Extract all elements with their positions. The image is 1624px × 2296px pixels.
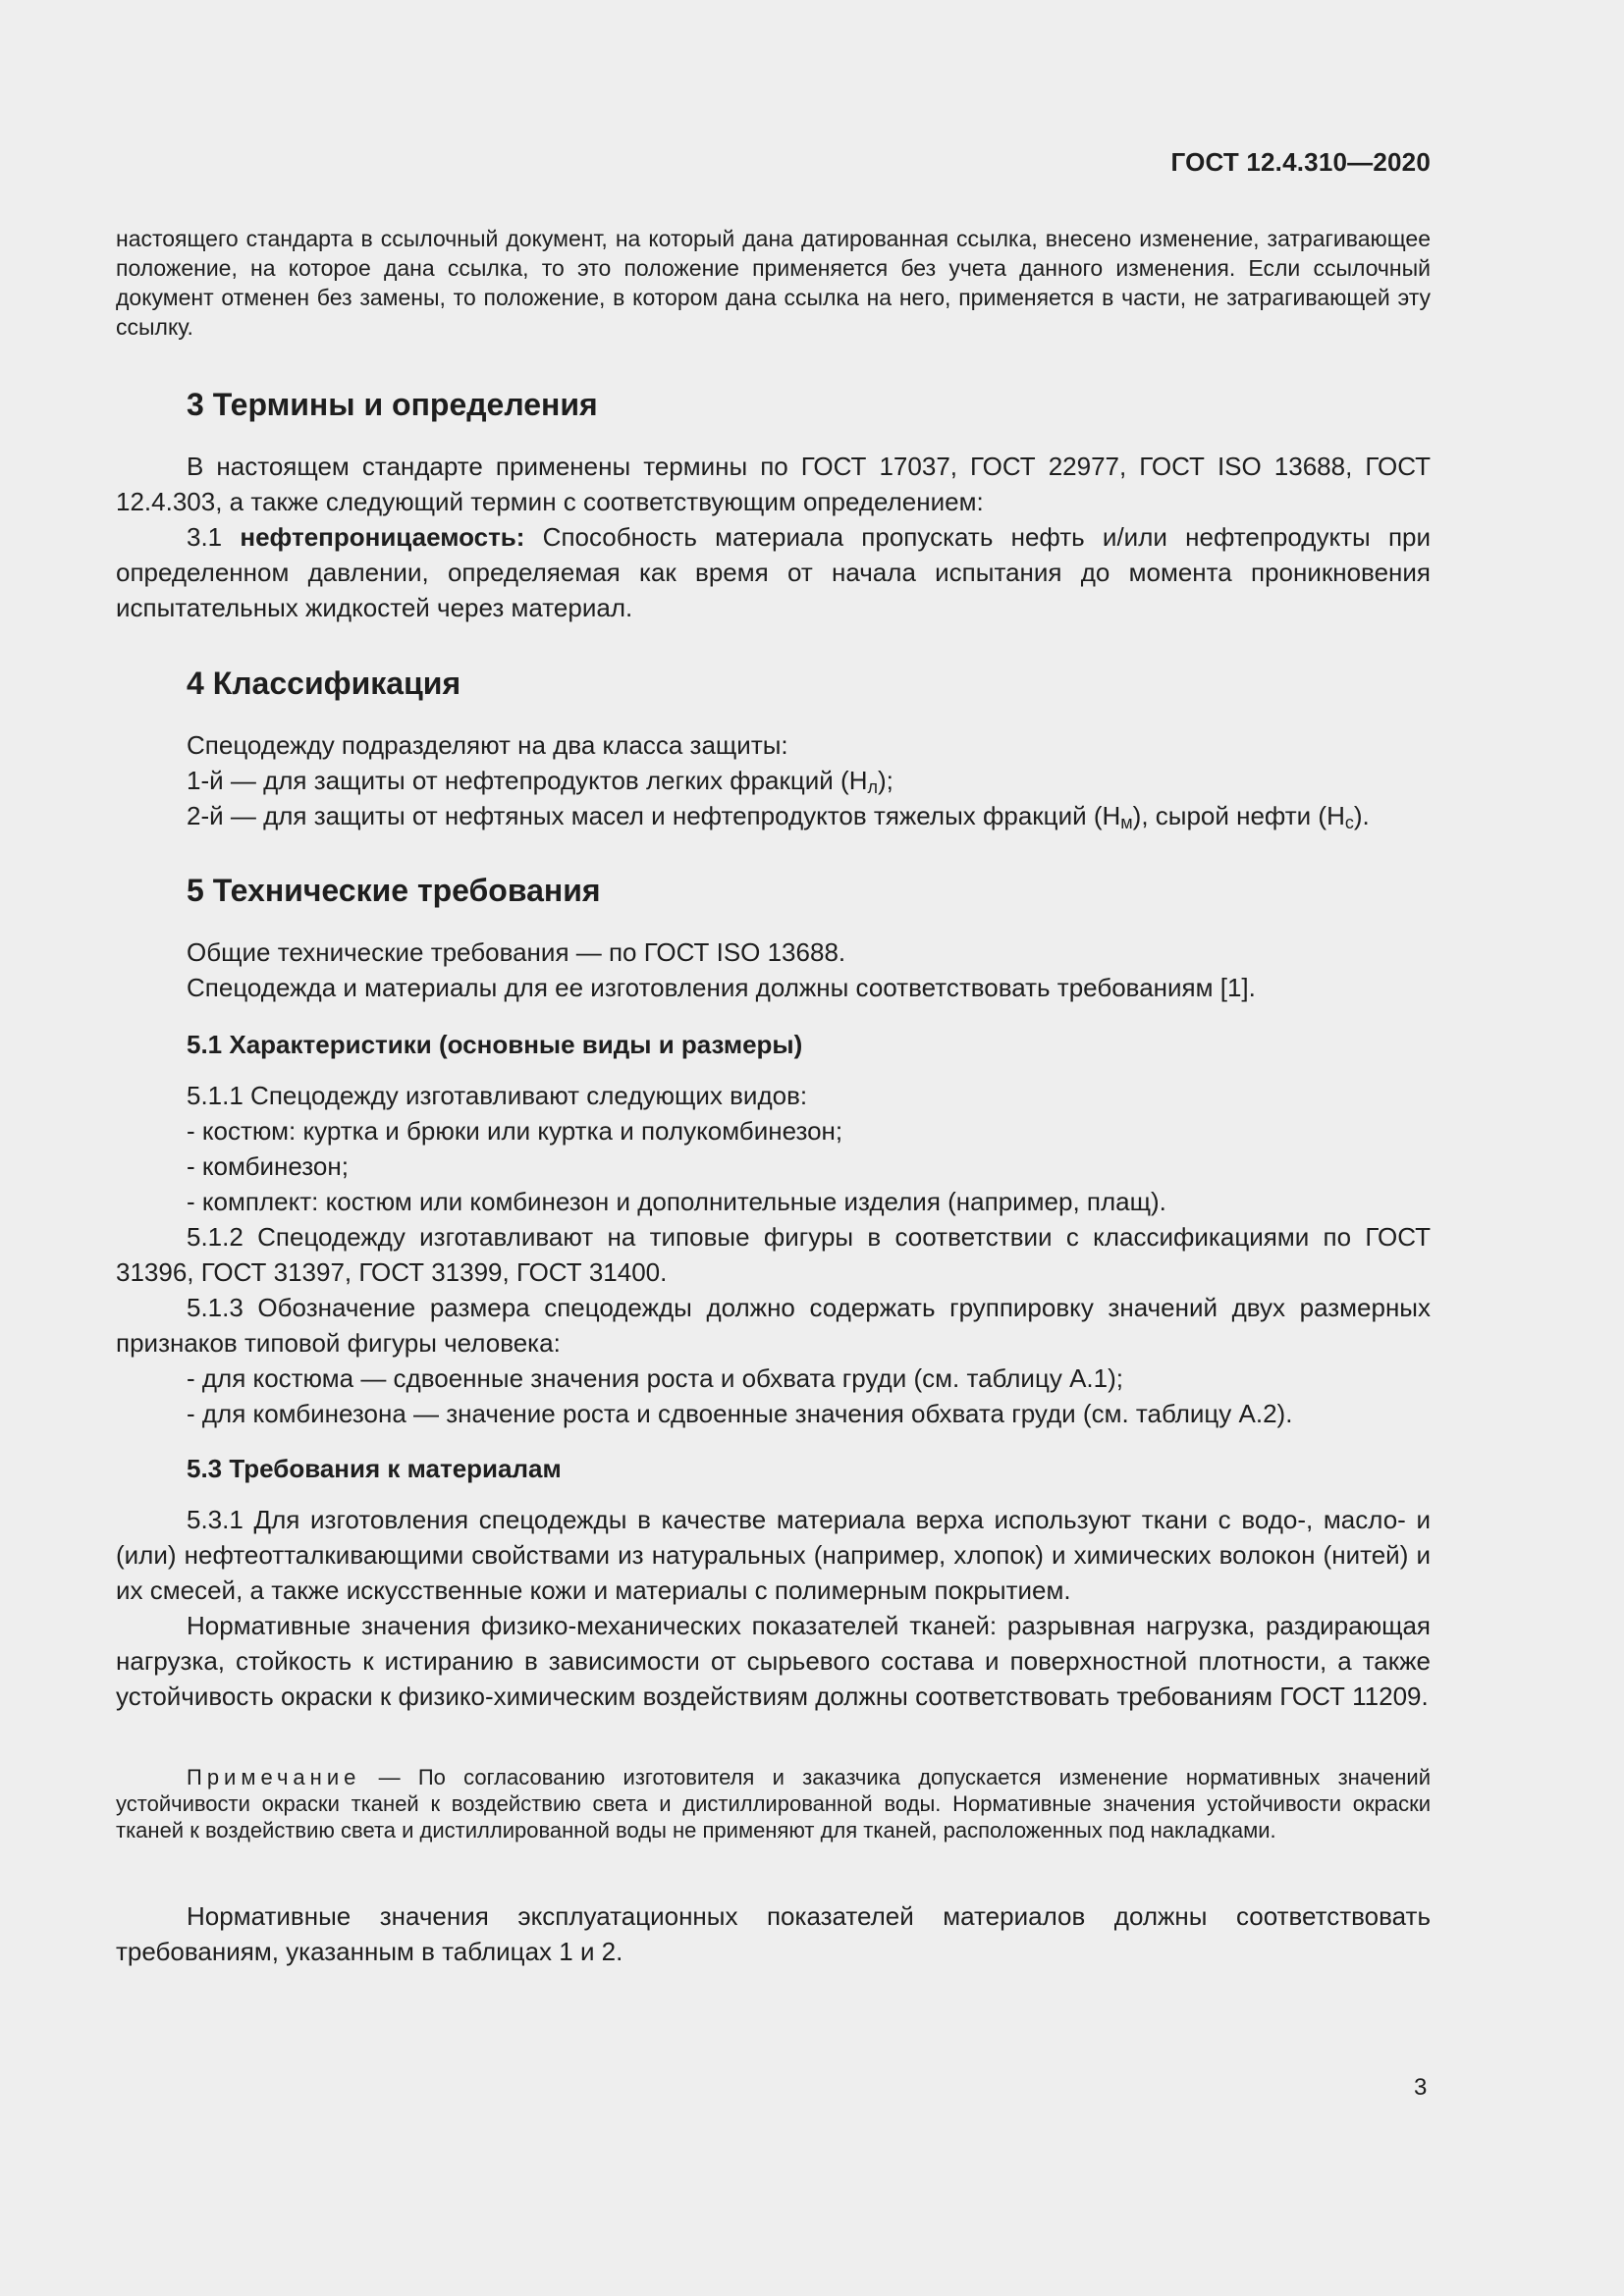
note-label: Примечание bbox=[187, 1765, 361, 1789]
class-1-text: 1-й — для защиты от нефтепродуктов легких фракций (Н bbox=[187, 766, 868, 795]
class-1-sub: л bbox=[867, 777, 878, 797]
intro-paragraph: настоящего стандарта в ссылочный документ, на который дана датированная ссылка, внесено изменение, затрагивающее положение, на которое дана ссылка, то это положение применяется без учета данного изменения. Если ссылочный документ отменен без замены, то положение, в котором дана ссылка на него, применяется в части, не затрагивающей эту ссылку. bbox=[116, 226, 1431, 340]
section-3-title: 3 Термины и определения bbox=[187, 387, 598, 422]
definition-text: Способность материала пропускать нефть и/или нефтепродукты при определенном давлении, определяемая как время от начала испытания до момента проникновения испытательных жидкостей через материал. bbox=[116, 522, 1432, 622]
note bbox=[116, 1764, 1431, 1843]
note-text: — По согласованию изготовителя и заказчика допускается изменение нормативных значений устойчивости окраски тканей к воздействию света и дистиллированной воды. Нормативные значения устойчивости окраски тканей к воздействию света и дистиллированной воды не применяют для тканей, расположенных под накладками. bbox=[116, 1765, 1431, 1842]
section-5-title: 5 Технические требования bbox=[187, 873, 601, 908]
list-item: - для комбинезона — значение роста и сдвоенные значения обхвата груди (см. таблицу А.2). bbox=[187, 1399, 1293, 1428]
section-3-paragraph: В настоящем стандарте применены термины по ГОСТ 17037, ГОСТ 22977, ГОСТ ISO 13688, ГОСТ 12.4.303, а также следующий термин с соответствующим определением: bbox=[116, 452, 1431, 516]
class-2-mid: ), сырой нефти (Н bbox=[1132, 801, 1345, 830]
section-5-1-1: 5.1.1 Спецодежду изготавливают следующих видов: bbox=[187, 1081, 808, 1110]
definition-3-1 bbox=[116, 519, 1431, 625]
class-1 bbox=[116, 763, 893, 798]
document-header: ГОСТ 12.4.310—2020 bbox=[1170, 147, 1431, 177]
last-paragraph: Нормативные значения эксплуатационных показателей материалов должны соответствовать требованиям, указанным в таблицах 1 и 2. bbox=[116, 1901, 1431, 1966]
class-2-sub-2: с bbox=[1344, 813, 1354, 832]
class-2 bbox=[116, 798, 1370, 833]
section-5-1-2: 5.1.2 Спецодежду изготавливают на типовые фигуры в соответствии с классификациями по ГОСТ 31396, ГОСТ 31397, ГОСТ 31399, ГОСТ 31400. bbox=[116, 1222, 1431, 1287]
norm-paragraph: Нормативные значения физико-механических показателей тканей: разрывная нагрузка, раздирающая нагрузка, стойкость к истиранию в зависимости от сырьевого состава и поверхностной плотности, а также устойчивость окраски к физико-химическим воздействиям должны соответствовать требованиям ГОСТ 11209. bbox=[116, 1611, 1431, 1711]
class-1-end: ); bbox=[878, 766, 893, 795]
list-item: - костюм: куртка и брюки или куртка и полукомбинезон; bbox=[187, 1116, 843, 1146]
class-2-end: ). bbox=[1353, 801, 1370, 830]
list-item: - комбинезон; bbox=[187, 1151, 349, 1181]
list-item: - комплект: костюм или комбинезон и дополнительные изделия (например, плащ). bbox=[187, 1187, 1166, 1216]
section-5-3-title: 5.3 Требования к материалам bbox=[187, 1454, 562, 1483]
class-intro: Спецодежду подразделяют на два класса защиты: bbox=[187, 730, 788, 760]
definition-term: нефтепроницаемость: bbox=[240, 522, 525, 552]
definition-number: 3.1 bbox=[187, 522, 241, 552]
section-5-line-2: Спецодежда и материалы для ее изготовления должны соответствовать требованиям [1]. bbox=[187, 973, 1256, 1002]
section-5-3-1: 5.3.1 Для изготовления спецодежды в качестве материала верха используют ткани с водо-, масло- и (или) нефтеотталкивающими свойствами из натуральных (например, хлопок) и химических волокон (нитей) и их смесей, а также искусственные кожи и материалы с полимерным покрытием. bbox=[116, 1505, 1431, 1605]
page-number: 3 bbox=[1414, 2074, 1428, 2101]
section-5-line-1: Общие технические требования — по ГОСТ ISO 13688. bbox=[187, 937, 846, 967]
section-4-title: 4 Классификация bbox=[187, 666, 461, 701]
class-2-text: 2-й — для защиты от нефтяных масел и нефтепродуктов тяжелых фракций (Н bbox=[187, 801, 1121, 830]
class-2-sub-1: м bbox=[1120, 813, 1133, 832]
list-item: - для костюма — сдвоенные значения роста и обхвата груди (см. таблицу А.1); bbox=[187, 1363, 1123, 1393]
section-5-1-title: 5.1 Характеристики (основные виды и размеры) bbox=[187, 1030, 803, 1059]
section-5-1-3: 5.1.3 Обозначение размера спецодежды должно содержать группировку значений двух размерных признаков типовой фигуры человека: bbox=[116, 1293, 1431, 1358]
